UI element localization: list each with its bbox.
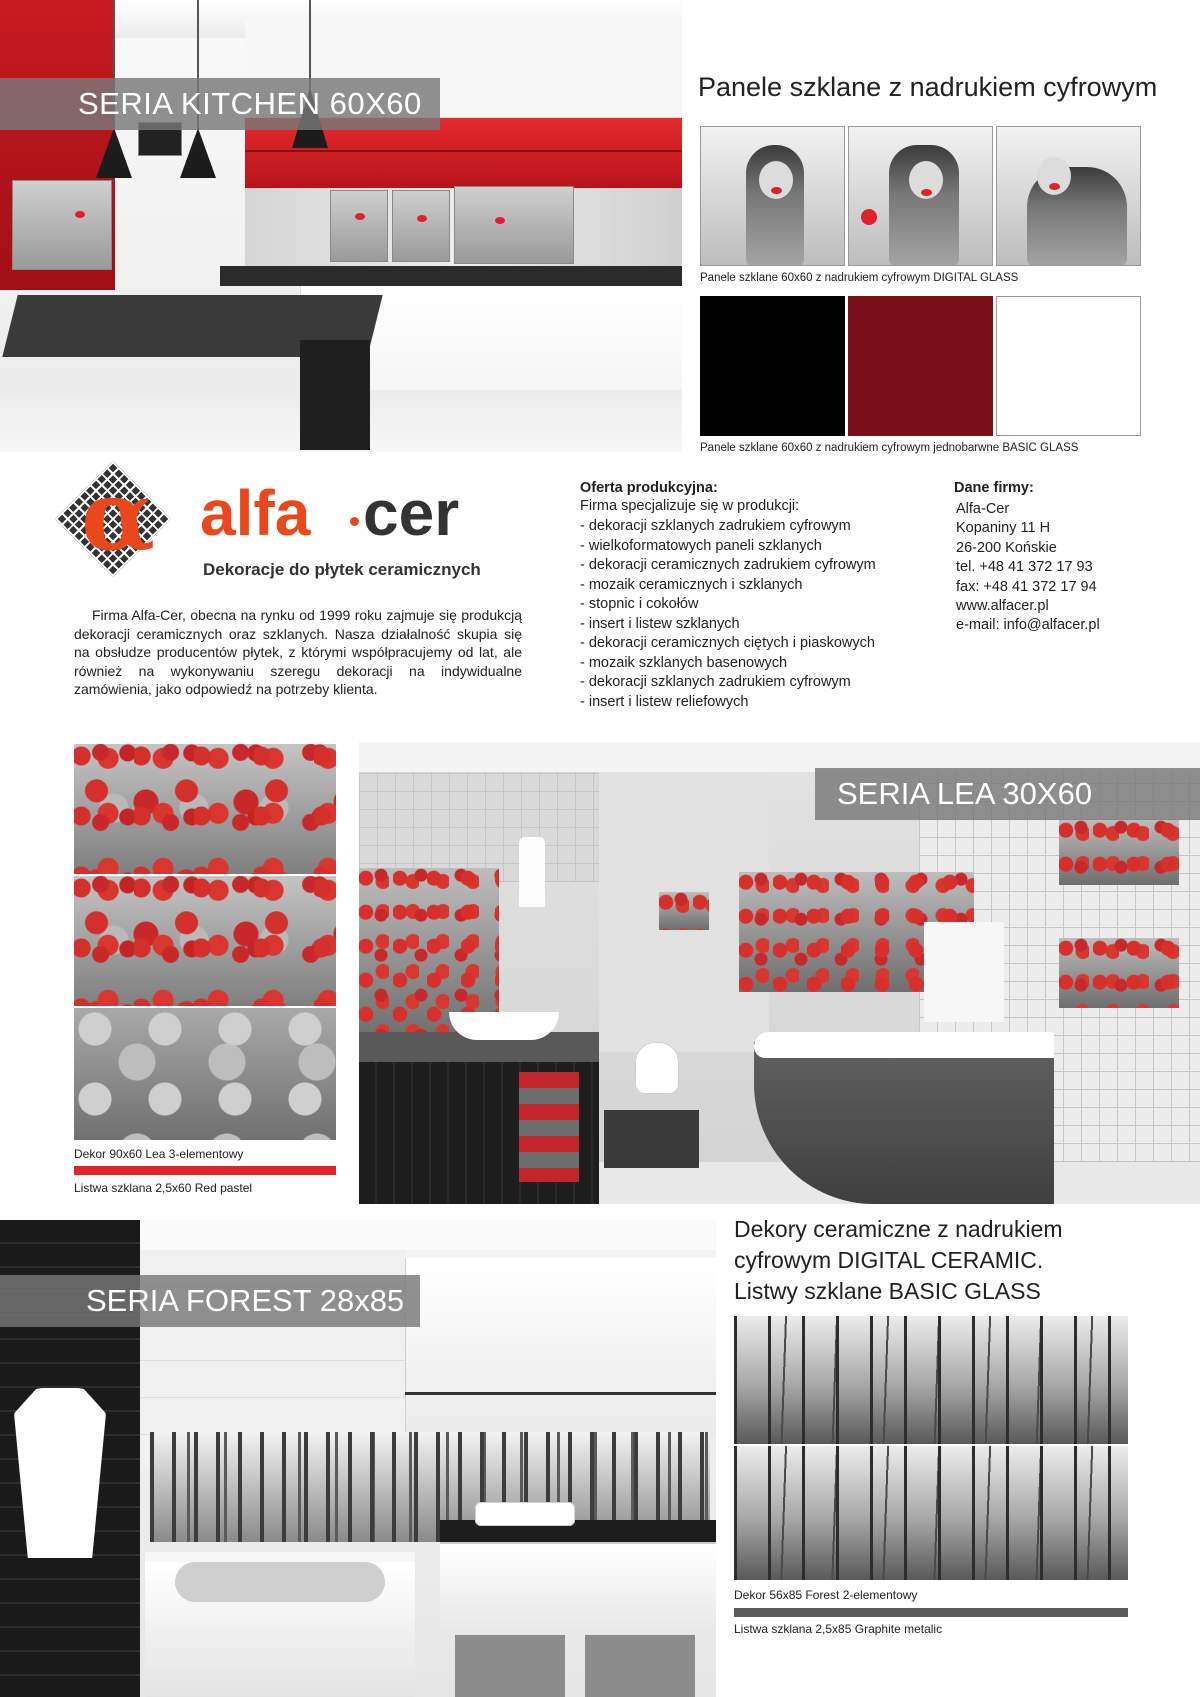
basic-glass-panel-red — [848, 296, 993, 436]
contact-details — [956, 500, 1100, 636]
lea-wall-tiles-left — [359, 772, 599, 882]
lea-toilet — [635, 1042, 679, 1094]
kitchen-cabinet-line — [245, 150, 682, 152]
phone-number: tel. +48 41 372 17 93 — [956, 559, 1093, 576]
lea-red-towels-shelf — [519, 1072, 579, 1182]
contact-title: Dane firmy: — [954, 480, 1034, 496]
address-street: Kopaniny 11 H — [956, 520, 1051, 537]
red-lips-icon — [771, 187, 782, 194]
address-city: 26-200 Końskie — [956, 539, 1057, 556]
lea-tulip-insert-right-bottom — [1059, 938, 1179, 1008]
offer-intro: Firma specjalizuje się w produkcji: — [580, 498, 800, 514]
lea-tulip-insert-right-top — [1059, 820, 1179, 885]
offer-item: - dekoracji szklanych zadrukiem cyfrowym — [580, 674, 851, 690]
forest-heading — [734, 1214, 1184, 1307]
hanging-dress-icon — [14, 1388, 106, 1558]
forest-ceiling — [140, 1220, 716, 1250]
website-link[interactable]: www.alfacer.pl — [956, 598, 1049, 615]
offer-item: - dekoracji ceramicznych ciętych i piaskowych — [580, 635, 875, 651]
offer-item: - wielkoformatowych paneli szklanych — [580, 537, 822, 554]
kitchen-interior-photo — [0, 0, 682, 452]
lea-bathtub-rim — [754, 1032, 1054, 1058]
forest-wall-cabinets — [405, 1258, 716, 1438]
kitchen-island-side — [300, 340, 370, 450]
offer-item: - mozaik ceramicznych i szklanych — [580, 576, 803, 593]
forest-decor-caption: Dekor 56x85 Forest 2-elementowy — [734, 1588, 918, 1602]
towel-icon — [519, 837, 545, 907]
offer-list — [580, 517, 876, 712]
forest-glass-strip-swatch — [734, 1608, 1128, 1617]
digital-glass-panel-1 — [700, 126, 845, 266]
forest-cabinet-line — [405, 1392, 716, 1395]
company-intro-text: Firma Alfa-Cer, obecna na rynku od 1999 roku zajmuje się produkcją dekoracji ceramicznych oraz szklanych. Nasza działalność skupia się na obsłudze producentów płytek, z którymi współpracujemy od lat, ale również na wykonywaniu szeregu dekoracji na indywidualne zamówienia, jako odpowiedź na potrzeby klienta. — [74, 607, 522, 697]
forest-heading-line: Listwy szklane BASIC GLASS — [734, 1278, 1041, 1304]
lea-bath-rug — [604, 1110, 699, 1168]
lamp-cord — [309, 0, 311, 90]
forest-heading-line: Dekory ceramiczne z nadrukiem — [734, 1216, 1063, 1242]
lea-decor-tile-bottom — [74, 1008, 336, 1140]
kitchen-countertop — [220, 266, 682, 286]
forest-sink — [475, 1502, 575, 1526]
kitchen-series-title: SERIA KITCHEN 60X60 — [78, 86, 422, 121]
fax-number: fax: +48 41 372 17 94 — [956, 578, 1097, 595]
lea-series-title: SERIA LEA 30X60 — [837, 776, 1093, 811]
company-name: Alfa-Cer — [956, 501, 1010, 517]
digital-glass-panel-2 — [848, 126, 993, 266]
logo-dot — [350, 517, 359, 526]
forest-vanity — [440, 1542, 716, 1632]
offer-item: - mozaik szklanych basenowych — [580, 654, 788, 671]
lea-tulip-insert — [659, 892, 709, 930]
logo-name-cer: cer — [363, 477, 460, 549]
digital-glass-panel-3 — [996, 126, 1141, 266]
basic-glass-caption: Panele szklane 60x60 z nadrukiem cyfrowym jednobarwne BASIC GLASS — [700, 442, 1079, 454]
pendant-lamp-icon — [96, 128, 132, 178]
logo-alpha-symbol: α — [81, 459, 155, 572]
lea-strip-caption: Listwa szklana 2,5x60 Red pastel — [74, 1181, 253, 1195]
forest-decor-tile-top — [734, 1316, 1128, 1444]
offer-title: Oferta produkcyjna: — [580, 480, 718, 496]
lea-decor-tile-middle — [74, 876, 336, 1006]
offer-item: - stopnic i cokołów — [580, 596, 699, 612]
offer-item: - insert i listew szklanych — [580, 615, 740, 632]
kitchen-glass-panel-woman-3 — [454, 186, 574, 264]
forest-baskets — [455, 1635, 695, 1697]
forest-bathtub-basin — [175, 1562, 385, 1602]
basic-glass-panel-white — [996, 296, 1141, 436]
forest-decor-tile-bottom — [734, 1446, 1128, 1580]
kitchen-glass-panel-woman-1 — [330, 190, 388, 262]
glass-panels-title: Panele szklane z nadrukiem cyfrowym — [698, 72, 1158, 102]
forest-heading-line: cyfrowym DIGITAL CERAMIC. — [734, 1247, 1044, 1273]
logo-name-alfa: alfa — [200, 477, 311, 549]
lea-decor-tile-top — [74, 744, 336, 874]
offer-item: - dekoracji ceramicznych zadrukiem cyfrowym — [580, 557, 876, 573]
kitchen-glass-panel-woman-2 — [392, 190, 450, 262]
kitchen-wall-glass-panel — [12, 180, 112, 270]
offer-item: - insert i listew reliefowych — [580, 693, 749, 710]
basic-glass-panel-black — [700, 296, 845, 436]
forest-strip-caption: Listwa szklana 2,5x85 Graphite metalic — [734, 1622, 943, 1636]
logo-tagline: Dekoracje do płytek ceramicznych — [203, 560, 481, 579]
lea-sink — [449, 1012, 559, 1040]
lea-glass-strip-swatch — [74, 1166, 336, 1175]
lea-decor-caption: Dekor 90x60 Lea 3-elementowy — [74, 1147, 244, 1161]
offer-item: - dekoracji szklanych zadrukiem cyfrowym — [580, 518, 851, 534]
lea-mirror-panel — [924, 922, 1004, 1022]
email-link[interactable]: e-mail: info@alfacer.pl — [956, 617, 1100, 634]
pendant-lamp-icon — [180, 128, 216, 178]
red-lips-icon — [1049, 183, 1060, 190]
red-lips-icon — [921, 189, 932, 196]
forest-series-title: SERIA FOREST 28x85 — [86, 1283, 405, 1318]
heart-icon — [861, 209, 877, 225]
digital-glass-caption: Panele szklane 60x60 z nadrukiem cyfrowym DIGITAL GLASS — [700, 272, 1019, 284]
